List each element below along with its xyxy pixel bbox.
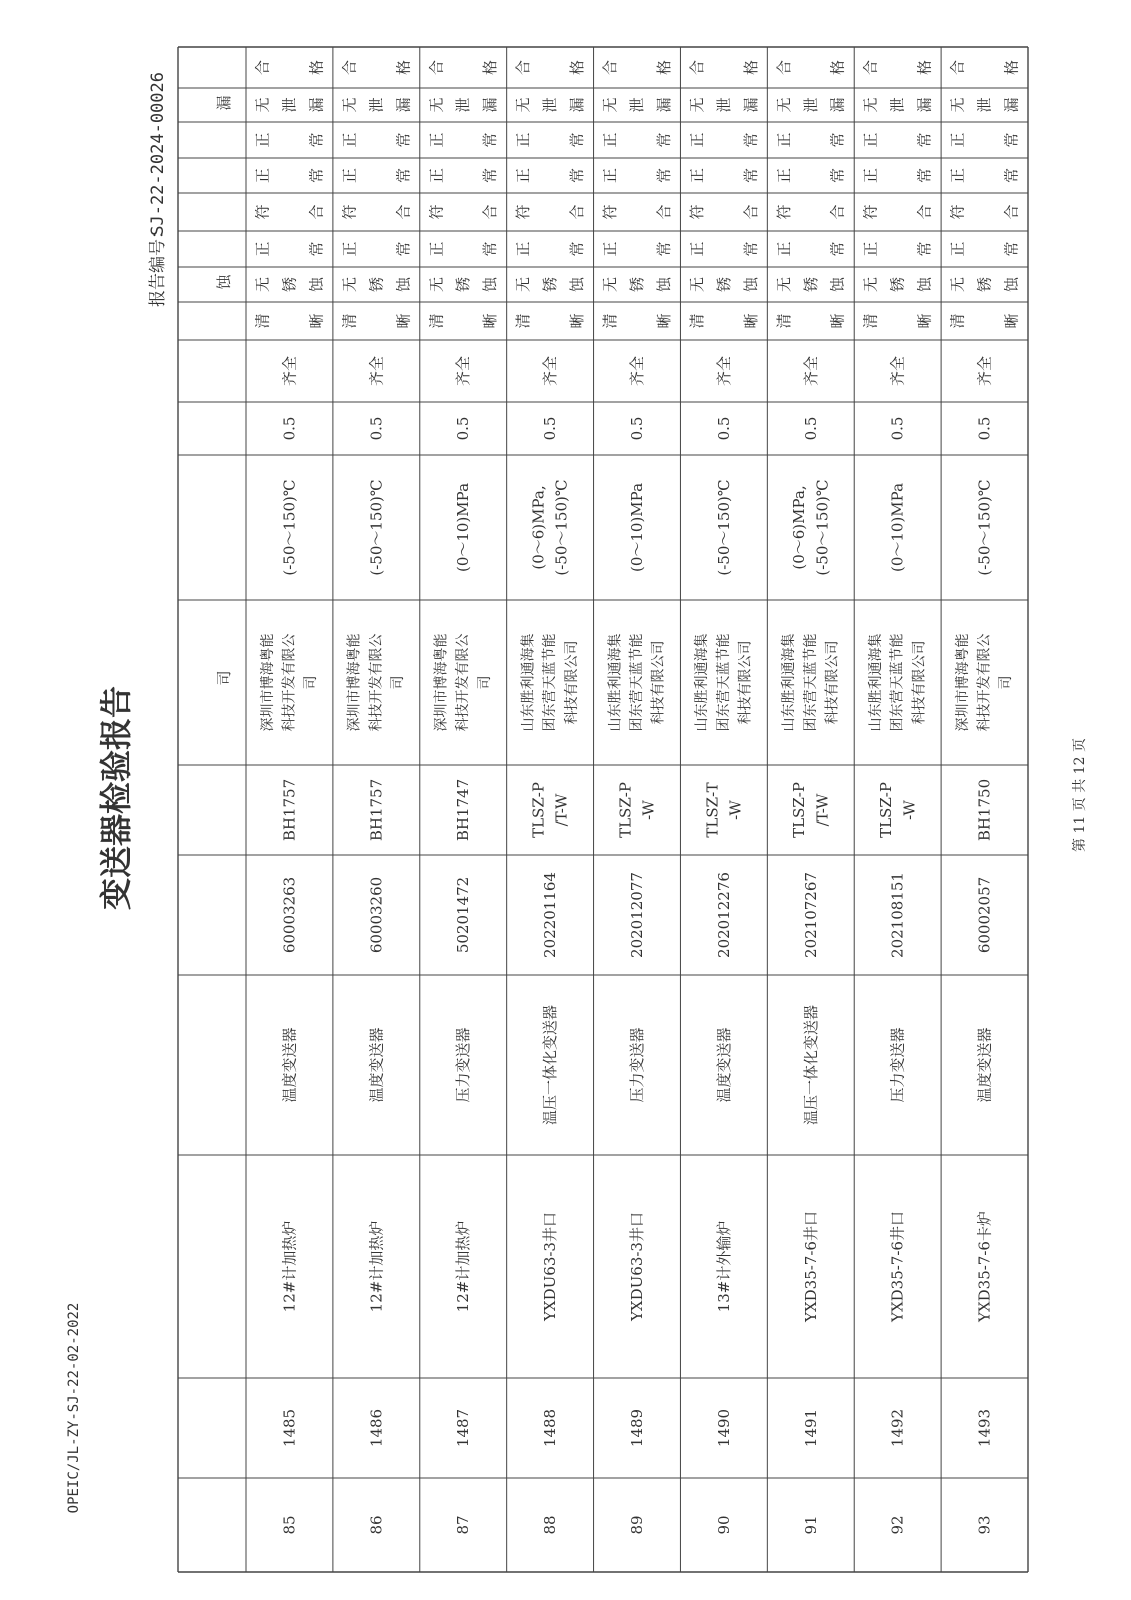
- cell-type: 温压一体化变送器: [801, 1004, 820, 1126]
- cell-model: BH1757: [280, 778, 299, 842]
- page-footer: 第 11 页 共 12 页: [1072, 738, 1088, 852]
- cell-marks: 齐全: [801, 355, 820, 387]
- cell-no: 1489: [628, 1408, 646, 1448]
- cell-corrosion-char: 锈: [714, 276, 733, 293]
- report-number-label: 报告编号：: [148, 222, 168, 307]
- cell-c3-char: 常: [741, 167, 760, 184]
- cell-c2-char: 合: [568, 204, 587, 220]
- cell-c2-char: 符: [340, 204, 359, 220]
- cell-range: (0～6)MPa, (-50～150)℃: [529, 479, 571, 576]
- cell-surface-char: 晰: [1002, 313, 1021, 329]
- cell-marks: 齐全: [628, 355, 646, 387]
- cell-c1-char: 常: [481, 241, 500, 257]
- cell-leak-char: 漏: [828, 97, 847, 113]
- cell-marks: 齐全: [888, 355, 907, 387]
- cell-c3-char: 常: [828, 167, 847, 184]
- cell-surface-char: 清: [253, 313, 272, 329]
- cell-leak-char: 无: [601, 97, 620, 113]
- cell-leak-char: 泄: [801, 97, 820, 113]
- cell-range: (-50～150)℃: [367, 479, 386, 576]
- cell-c2-char: 符: [253, 204, 272, 220]
- cell-c2-char: 符: [948, 204, 967, 220]
- cell-location: YXDU63-3井口: [628, 1212, 646, 1321]
- cell-location: YXDU63-3井口: [541, 1212, 560, 1321]
- cell-corrosion-char: 锈: [975, 276, 994, 293]
- cell-result-char: 格: [307, 59, 326, 76]
- cell-result-char: 合: [253, 59, 272, 76]
- cell-corrosion-char: 无: [601, 276, 620, 293]
- cell-c4-char: 正: [253, 132, 272, 148]
- cell-no: 1485: [280, 1408, 299, 1448]
- cell-leak-char: 泄: [280, 97, 299, 113]
- cell-result-char: 格: [915, 59, 934, 76]
- cell-maker: 山东胜利通海集 团东营天蓝节能 科技有限公司: [694, 633, 754, 732]
- cell-surface-char: 清: [514, 313, 533, 329]
- cell-c2-char: 合: [654, 204, 673, 220]
- cell-surface-char: 晰: [568, 313, 587, 329]
- cell-c4-char: 常: [568, 132, 587, 148]
- cell-c1-char: 常: [741, 241, 760, 257]
- header-fragment-corrosion: 蚀: [215, 274, 233, 290]
- cell-surface-char: 清: [774, 313, 793, 329]
- cell-result-char: 格: [741, 59, 760, 76]
- cell-accuracy: 0.5: [628, 416, 646, 441]
- cell-maker: 深圳市博海粤能 科技开发有限公 司: [259, 633, 320, 732]
- cell-corrosion-char: 无: [253, 276, 272, 293]
- cell-c4-char: 正: [514, 132, 533, 148]
- cell-c3-char: 常: [394, 167, 413, 184]
- report-title: 变送器检验报告: [97, 685, 135, 911]
- cell-seq: 91: [801, 1515, 820, 1535]
- cell-result-char: 格: [568, 59, 587, 76]
- cell-serial: 202012276: [714, 872, 733, 958]
- cell-c1-char: 常: [307, 241, 326, 257]
- cell-corrosion-char: 蚀: [1002, 276, 1021, 293]
- cell-marks: 齐全: [280, 355, 299, 387]
- cell-seq: 86: [367, 1515, 386, 1535]
- cell-c2-char: 符: [774, 204, 793, 220]
- cell-c4-char: 正: [340, 132, 359, 148]
- cell-leak-char: 漏: [915, 97, 934, 113]
- cell-corrosion-char: 无: [774, 276, 793, 293]
- cell-location: YXD35-7-6井口: [801, 1211, 820, 1322]
- cell-leak-char: 无: [340, 97, 359, 113]
- cell-c2-char: 符: [514, 204, 533, 220]
- cell-corrosion-char: 无: [861, 276, 880, 293]
- cell-type: 温度变送器: [714, 1027, 733, 1103]
- cell-c3-char: 正: [601, 167, 620, 184]
- cell-surface-char: 晰: [394, 313, 413, 329]
- cell-no: 1490: [714, 1408, 733, 1448]
- cell-leak-char: 泄: [888, 97, 907, 113]
- cell-leak-char: 无: [514, 97, 533, 113]
- cell-c1-char: 正: [253, 241, 272, 257]
- cell-surface-char: 晰: [828, 313, 847, 329]
- cell-leak-char: 泄: [975, 97, 994, 113]
- cell-range: (-50～150)℃: [280, 479, 299, 576]
- cell-type: 温度变送器: [975, 1027, 994, 1103]
- cell-c4-char: 常: [828, 132, 847, 148]
- cell-c1-char: 正: [774, 241, 793, 257]
- cell-c1-char: 正: [687, 241, 706, 257]
- cell-seq: 87: [454, 1515, 473, 1535]
- cell-c2-char: 符: [601, 204, 620, 220]
- cell-c2-char: 合: [1002, 204, 1021, 220]
- cell-result-char: 合: [427, 59, 446, 76]
- cell-model: TLSZ-P /T-W: [529, 782, 571, 838]
- cell-c3-char: 正: [340, 167, 359, 184]
- cell-c4-char: 常: [741, 132, 760, 148]
- cell-c3-char: 常: [1002, 167, 1021, 184]
- cell-model: TLSZ-P /T-W: [790, 782, 832, 838]
- cell-type: 温度变送器: [367, 1027, 386, 1103]
- cell-maker: 山东胜利通海集 团东营天蓝节能 科技有限公司: [867, 633, 928, 732]
- cell-location: 12#计加热炉: [454, 1220, 473, 1313]
- cell-corrosion-char: 锈: [541, 276, 560, 293]
- cell-c2-char: 合: [481, 204, 500, 220]
- cell-corrosion-char: 蚀: [394, 276, 413, 293]
- cell-seq: 85: [280, 1515, 299, 1535]
- cell-corrosion-char: 蚀: [568, 276, 587, 293]
- cell-corrosion-char: 无: [687, 276, 706, 293]
- cell-location: 12#计加热炉: [367, 1220, 386, 1313]
- cell-result-char: 格: [394, 59, 413, 76]
- cell-c1-char: 常: [654, 241, 673, 257]
- cell-result-char: 合: [861, 59, 880, 76]
- cell-result-char: 格: [1002, 59, 1021, 76]
- cell-leak-char: 无: [687, 97, 706, 113]
- cell-leak-char: 泄: [541, 97, 560, 113]
- cell-c4-char: 常: [915, 132, 934, 148]
- cell-maker: 山东胜利通海集 团东营天蓝节能 科技有限公司: [520, 633, 580, 732]
- cell-c2-char: 合: [828, 204, 847, 220]
- cell-c3-char: 常: [654, 167, 673, 184]
- cell-range: (0～10)MPa: [628, 482, 646, 573]
- cell-serial: 202012077: [628, 872, 646, 958]
- cell-corrosion-char: 锈: [888, 276, 907, 293]
- header-fragment-leak: 漏: [215, 95, 233, 111]
- cell-c4-char: 常: [1002, 132, 1021, 148]
- cell-leak-char: 漏: [1002, 97, 1021, 113]
- cell-leak-char: 泄: [628, 97, 646, 113]
- cell-c4-char: 正: [774, 132, 793, 148]
- cell-location: 12#计加热炉: [280, 1220, 299, 1313]
- cell-maker: 山东胜利通海集 团东营天蓝节能 科技有限公司: [607, 633, 667, 732]
- cell-model: TLSZ-P -W: [877, 782, 919, 838]
- cell-corrosion-char: 蚀: [741, 276, 760, 293]
- cell-model: BH1750: [975, 778, 994, 842]
- cell-leak-char: 泄: [367, 97, 386, 113]
- cell-leak-char: 无: [427, 97, 446, 113]
- cell-location: YXD35-7-6井口: [888, 1211, 907, 1322]
- cell-result-char: 格: [481, 59, 500, 76]
- cell-no: 1487: [454, 1408, 473, 1448]
- cell-corrosion-char: 无: [340, 276, 359, 293]
- cell-c3-char: 常: [568, 167, 587, 184]
- cell-leak-char: 无: [861, 97, 880, 113]
- cell-accuracy: 0.5: [454, 416, 473, 441]
- cell-c3-char: 正: [427, 167, 446, 184]
- cell-surface-char: 晰: [654, 313, 673, 329]
- cell-c4-char: 正: [948, 132, 967, 148]
- cell-leak-char: 漏: [307, 97, 326, 113]
- cell-c4-char: 常: [654, 132, 673, 148]
- cell-seq: 88: [541, 1515, 560, 1535]
- cell-serial: 60003263: [280, 876, 299, 954]
- cell-c1-char: 正: [427, 241, 446, 257]
- cell-c3-char: 正: [948, 167, 967, 184]
- cell-c1-char: 正: [861, 241, 880, 257]
- cell-range: (0～10)MPa: [888, 482, 907, 573]
- cell-seq: 90: [714, 1515, 733, 1535]
- cell-surface-char: 晰: [307, 313, 326, 329]
- cell-location: YXD35-7-6卡炉: [975, 1211, 994, 1322]
- form-code: OPEIC/JL-ZY-SJ-22-02-2022: [66, 1302, 82, 1514]
- cell-corrosion-char: 锈: [280, 276, 299, 293]
- cell-c4-char: 正: [687, 132, 706, 148]
- cell-c2-char: 合: [741, 204, 760, 220]
- cell-surface-char: 清: [340, 313, 359, 329]
- cell-no: 1488: [541, 1408, 560, 1448]
- cell-c4-char: 正: [861, 132, 880, 148]
- cell-c1-char: 常: [568, 241, 587, 257]
- cell-corrosion-char: 无: [427, 276, 446, 293]
- cell-leak-char: 泄: [714, 97, 733, 113]
- cell-maker: 深圳市博海粤能 科技开发有限公 司: [954, 633, 1015, 732]
- cell-corrosion-char: 蚀: [654, 276, 673, 293]
- cell-result-char: 格: [654, 59, 673, 76]
- cell-seq: 93: [975, 1515, 994, 1535]
- cell-leak-char: 漏: [741, 97, 760, 113]
- cell-accuracy: 0.5: [367, 416, 386, 441]
- cell-surface-char: 晰: [915, 313, 934, 329]
- cell-surface-char: 清: [948, 313, 967, 329]
- cell-result-char: 合: [774, 59, 793, 76]
- cell-surface-char: 清: [861, 313, 880, 329]
- cell-serial: 60002057: [975, 876, 994, 954]
- cell-corrosion-char: 锈: [801, 276, 820, 293]
- cell-corrosion-char: 蚀: [915, 276, 934, 293]
- cell-c1-char: 常: [915, 241, 934, 257]
- cell-type: 压力变送器: [888, 1027, 907, 1103]
- cell-c3-char: 常: [915, 167, 934, 184]
- cell-c4-char: 常: [394, 132, 413, 148]
- cell-leak-char: 漏: [654, 97, 673, 113]
- cell-no: 1491: [801, 1408, 820, 1448]
- cell-c4-char: 常: [481, 132, 500, 148]
- cell-surface-char: 晰: [741, 313, 760, 329]
- cell-c2-char: 符: [687, 204, 706, 220]
- cell-serial: 60003260: [367, 876, 386, 954]
- cell-corrosion-char: 锈: [454, 276, 473, 293]
- cell-c3-char: 正: [861, 167, 880, 184]
- cell-corrosion-char: 锈: [367, 276, 386, 293]
- cell-marks: 齐全: [367, 355, 386, 387]
- cell-type: 温压一体化变送器: [541, 1004, 560, 1126]
- cell-c1-char: 正: [601, 241, 620, 257]
- cell-range: (0～6)MPa, (-50～150)℃: [790, 479, 832, 576]
- cell-maker: 山东胜利通海集 团东营天蓝节能 科技有限公司: [781, 633, 841, 732]
- cell-surface-char: 清: [601, 313, 620, 329]
- cell-seq: 92: [888, 1515, 907, 1535]
- cell-corrosion-char: 蚀: [828, 276, 847, 293]
- cell-range: (-50～150)℃: [975, 479, 994, 576]
- cell-c1-char: 常: [1002, 241, 1021, 257]
- cell-c3-char: 常: [481, 167, 500, 184]
- cell-leak-char: 无: [774, 97, 793, 113]
- cell-no: 1493: [975, 1408, 994, 1448]
- cell-c1-char: 正: [948, 241, 967, 257]
- cell-model: BH1757: [367, 778, 386, 842]
- cell-c2-char: 合: [307, 204, 326, 220]
- cell-type: 压力变送器: [628, 1027, 646, 1103]
- cell-c2-char: 合: [915, 204, 934, 220]
- cell-result-char: 合: [601, 59, 620, 76]
- cell-location: 13#计外输炉: [714, 1220, 733, 1313]
- cell-maker: 深圳市博海粤能 科技开发有限公 司: [346, 633, 407, 732]
- cell-serial: 50201472: [454, 876, 473, 954]
- cell-c1-char: 常: [394, 241, 413, 257]
- cell-leak-char: 漏: [568, 97, 587, 113]
- cell-corrosion-char: 蚀: [481, 276, 500, 293]
- cell-surface-char: 晰: [481, 313, 500, 329]
- cell-marks: 齐全: [454, 355, 473, 387]
- cell-c4-char: 常: [307, 132, 326, 148]
- cell-corrosion-char: 蚀: [307, 276, 326, 293]
- cell-accuracy: 0.5: [801, 416, 820, 441]
- cell-accuracy: 0.5: [280, 416, 299, 441]
- cell-no: 1486: [367, 1408, 386, 1448]
- cell-c2-char: 合: [394, 204, 413, 220]
- cell-c3-char: 正: [253, 167, 272, 184]
- cell-leak-char: 漏: [394, 97, 413, 113]
- cell-no: 1492: [888, 1408, 907, 1448]
- cell-marks: 齐全: [541, 355, 560, 387]
- cell-result-char: 合: [948, 59, 967, 76]
- cell-accuracy: 0.5: [541, 416, 560, 441]
- cell-type: 温度变送器: [280, 1027, 299, 1103]
- header-fragment-maker: 司: [215, 670, 233, 686]
- cell-leak-char: 无: [948, 97, 967, 113]
- cell-c3-char: 常: [307, 167, 326, 184]
- cell-c2-char: 符: [861, 204, 880, 220]
- cell-serial: 202107267: [801, 872, 820, 958]
- table-cells: [215, 60, 1020, 1535]
- cell-range: (-50～150)℃: [714, 479, 733, 576]
- cell-leak-char: 漏: [481, 97, 500, 113]
- cell-leak-char: 无: [253, 97, 272, 113]
- cell-serial: 202108151: [888, 872, 907, 958]
- cell-corrosion-char: 无: [514, 276, 533, 293]
- cell-model: TLSZ-P -W: [616, 782, 658, 838]
- cell-accuracy: 0.5: [975, 416, 994, 441]
- cell-marks: 齐全: [714, 355, 733, 387]
- cell-result-char: 合: [340, 59, 359, 76]
- cell-maker: 深圳市博海粤能 科技开发有限公 司: [433, 633, 493, 732]
- cell-model: BH1747: [454, 778, 473, 842]
- cell-accuracy: 0.5: [888, 416, 907, 441]
- cell-result-char: 合: [514, 59, 533, 76]
- cell-result-char: 格: [828, 59, 847, 76]
- cell-range: (0～10)MPa: [454, 482, 473, 573]
- report-number: SJ-22-2024-00026: [148, 72, 168, 236]
- cell-marks: 齐全: [975, 355, 994, 387]
- cell-c1-char: 正: [340, 241, 359, 257]
- cell-c1-char: 常: [828, 241, 847, 257]
- cell-surface-char: 清: [687, 313, 706, 329]
- cell-corrosion-char: 锈: [628, 276, 646, 293]
- cell-result-char: 合: [687, 59, 706, 76]
- cell-serial: 202201164: [541, 872, 560, 958]
- cell-surface-char: 清: [427, 313, 446, 329]
- cell-type: 压力变送器: [454, 1027, 473, 1103]
- cell-c3-char: 正: [514, 167, 533, 184]
- cell-c4-char: 正: [427, 132, 446, 148]
- cell-c4-char: 正: [601, 132, 620, 148]
- cell-c1-char: 正: [514, 241, 533, 257]
- cell-c3-char: 正: [687, 167, 706, 184]
- cell-seq: 89: [628, 1515, 646, 1535]
- cell-corrosion-char: 无: [948, 276, 967, 293]
- cell-c2-char: 符: [427, 204, 446, 220]
- cell-accuracy: 0.5: [714, 416, 733, 441]
- cell-c3-char: 正: [774, 167, 793, 184]
- cell-leak-char: 泄: [454, 97, 473, 113]
- cell-model: TLSZ-T -W: [703, 782, 745, 838]
